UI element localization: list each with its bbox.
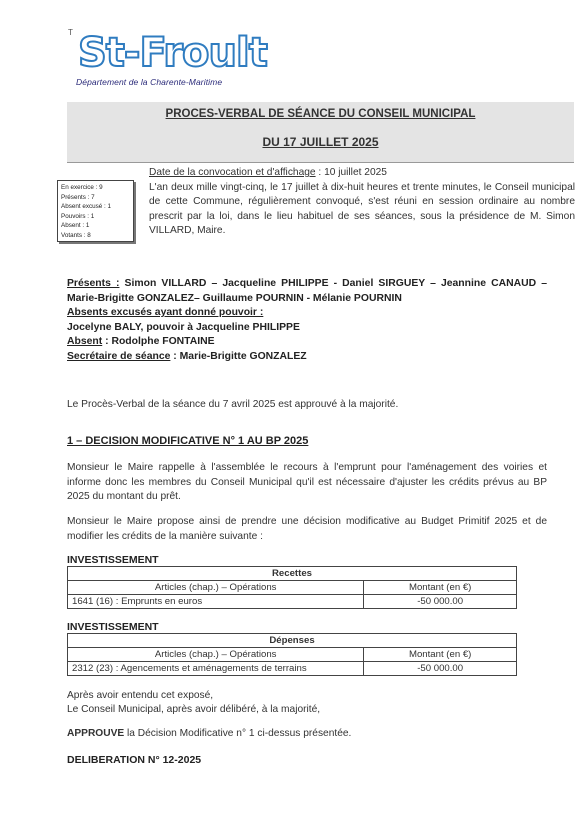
- convocation-date-label: Date de la convocation et d'affichage: [149, 167, 316, 178]
- count-in-office: En exercice : 9: [61, 184, 103, 191]
- secretary-label: Secrétaire de séance: [67, 350, 171, 362]
- absent-label: Absent: [67, 336, 103, 348]
- table2-col-articles: Articles (chap.) – Opérations: [68, 648, 364, 662]
- attendance-counts-box: [57, 180, 134, 242]
- table2-row-amount: -50 000.00: [364, 662, 517, 676]
- count-proxies: Pouvoirs : 1: [61, 212, 95, 220]
- meeting-intro: [149, 166, 575, 239]
- attendance-section: [67, 277, 547, 365]
- excused-value: Jocelyne BALY, pouvoir à Jacqueline PHILIPPE: [67, 321, 300, 333]
- intro-body: L'an deux mille vingt-cinq, le 17 juillet à dix-huit heures et trente minutes, le Conseil municipal de cette Commune, régulièrement convoqué, s'est réuni en session ordinaire au nombre prescrit par la loi, dans le lieu habituel de ses séances, sous la présidence de M. Simon VILLARD, Maire.: [149, 181, 575, 237]
- table1-caption: Recettes: [68, 567, 517, 581]
- previous-minutes-approval: Le Procès-Verbal de la séance du 7 avril 2025 est approuvé à la majorité.: [67, 399, 399, 410]
- count-present: Présents : 7: [61, 193, 95, 201]
- approve-keyword: APPROUVE: [67, 728, 125, 739]
- closing-line-1: Après avoir entendu cet exposé,: [67, 690, 214, 701]
- deliberation-number: DELIBERATION N° 12-2025: [67, 754, 202, 766]
- present-label: Présents :: [67, 278, 120, 289]
- logo-mark: T: [68, 28, 73, 37]
- section-paragraph-2: Monsieur le Maire propose ainsi de prendre une décision modificative au Budget Primitif 2025 et de modifier les crédits de la manière suivante :: [67, 516, 547, 542]
- secretary-value: : Marie-Brigitte GONZALEZ: [170, 350, 307, 362]
- secretary: [67, 350, 547, 365]
- count-excused: Absent excusé : 1: [61, 203, 112, 210]
- excused-label: Absents excusés ayant donné pouvoir :: [67, 307, 264, 319]
- table1-col-articles: Articles (chap.) – Opérations: [68, 581, 364, 595]
- approval-statement: [67, 727, 547, 742]
- section-heading: 1 – DECISION MODIFICATIVE N° 1 AU BP 2025: [67, 435, 309, 447]
- table1-col-amount: Montant (en €): [364, 581, 517, 595]
- present-value: Simon VILLARD – Jacqueline PHILIPPE - Daniel SIRGUEY – Jeannine CANAUD – Marie-Brigitte GONZALEZ– Guillaume POURNIN - Mélanie POURNIN: [67, 278, 547, 304]
- document-title: PROCES-VERBAL DE SÉANCE DU CONSEIL MUNICIPAL: [165, 108, 476, 120]
- section-paragraph-1: Monsieur le Maire rappelle à l'assemblée le recours à l'emprunt pour l'aménagement des voiries et informe donc les membres du Conseil Municipal qu'il est nécessaire d'ajuster les crédits prévus au BP 2025 du montant du prêt.: [67, 462, 547, 503]
- table2-section-label: INVESTISSEMENT: [67, 621, 159, 633]
- table1-row-article: 1641 (16) : Emprunts en euros: [68, 595, 364, 609]
- logo-subtitle: Département de la Charente-Maritime: [76, 77, 223, 87]
- municipality-logo: [68, 24, 267, 94]
- approve-rest: la Décision Modificative n° 1 ci-dessus présentée.: [124, 728, 352, 739]
- closing-line-2: Le Conseil Municipal, après avoir délibéré, à la majorité,: [67, 704, 321, 715]
- document-title-box: [67, 102, 574, 163]
- count-absent: Absent : 1: [61, 222, 90, 229]
- logo-wordmark: St-Froult: [78, 30, 267, 76]
- count-voters: Votants : 8: [61, 231, 91, 239]
- table2-caption: Dépenses: [68, 634, 517, 648]
- convocation-date: [149, 166, 575, 181]
- table2-row-article: 2312 (23) : Agencements et aménagements de terrains: [68, 662, 364, 676]
- receipts-table: [67, 566, 517, 609]
- convocation-date-value: : 10 juillet 2025: [315, 167, 387, 178]
- absent-member: [67, 335, 547, 350]
- table-row: [68, 662, 517, 676]
- table1-section-label: INVESTISSEMENT: [67, 554, 159, 566]
- absent-value: : Rodolphe FONTAINE: [102, 336, 215, 348]
- table1-row-amount: -50 000.00: [364, 595, 517, 609]
- expenses-table: [67, 633, 517, 676]
- table2-col-amount: Montant (en €): [364, 648, 517, 662]
- document-date-title: DU 17 JUILLET 2025: [262, 135, 379, 149]
- present-members: [67, 277, 547, 306]
- table-row: [68, 595, 517, 609]
